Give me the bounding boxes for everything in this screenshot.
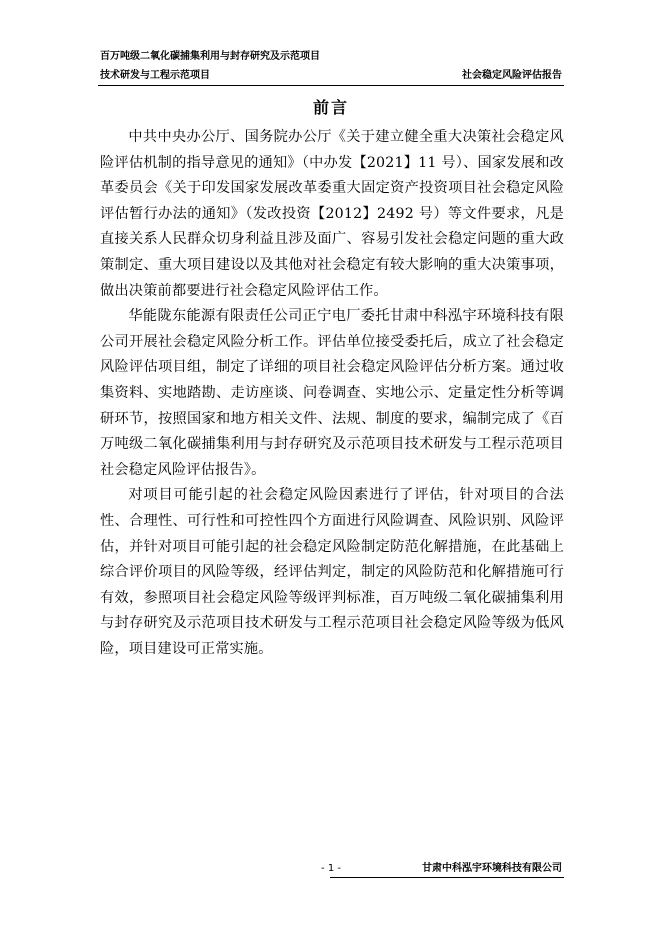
- page-number: - 1 -: [321, 863, 341, 874]
- header-project-title: 百万吨级二氧化碳捕集利用与封存研究及示范项目: [100, 51, 320, 62]
- header-report-name: 社会稳定风险评估报告: [462, 70, 562, 81]
- header-project-subtitle: 技术研发与工程示范项目: [100, 70, 210, 81]
- paragraph-conclusion: 对项目可能引起的社会稳定风险因素进行了评估，针对项目的合法性、合理性、可行性和可控性四个方面进行风险调查、风险识别、风险评估，并针对项目可能引起的社会稳定风险制定防范化解措施，在此基础上综合评价项目的风险等级，经评估判定，制定的风险防范和化解措施可行有效，参照项目社会稳定风险等级评判标准，百万吨级二氧化碳捕集利用与封存研究及示范项目技术研发与工程示范项目社会稳定风险等级为低风险，项目建设可正常实施。: [100, 487, 564, 657]
- footer-divider: [330, 877, 564, 878]
- paragraph-commission: 华能陇东能源有限责任公司正宁电厂委托甘肃中科泓宇环境科技有限公司开展社会稳定风险分析工作。评估单位接受委托后，成立了社会稳定风险评估项目组，制定了详细的项目社会稳定风险评估分析方案。通过收集资料、实地踏勘、走访座谈、问卷调查、实地公示、定量定性分析等调研环节，按照国家和地方相关文件、法规、制度的要求，编制完成了《百万吨级二氧化碳捕集利用与封存研究及示范项目技术研发与工程示范项目社会稳定风险评估报告》。: [100, 308, 564, 478]
- paragraph-policy-basis: 中共中央办公厅、国务院办公厅《关于建立健全重大决策社会稳定风险评估机制的指导意见的通知》（中办发【2021】11 号）、国家发展和改革委员会《关于印发国家发展改革委重大固定资产投资项目社会稳定风险评估暂行办法的通知》（发改投资【2012】2492 号）等文件要求，凡是直接关系人民群众切身利益且涉及面广、容易引发社会稳定问题的重大政策制定、重大项目建设以及其他对社会稳定有较大影响的重大决策事项，做出决策前都要进行社会稳定风险评估工作。: [100, 129, 564, 299]
- section-title: 前言: [312, 98, 349, 117]
- preface-body: [100, 125, 564, 662]
- footer-company: 甘肃中科泓宇环境科技有限公司: [422, 863, 562, 874]
- header-divider: [98, 85, 564, 86]
